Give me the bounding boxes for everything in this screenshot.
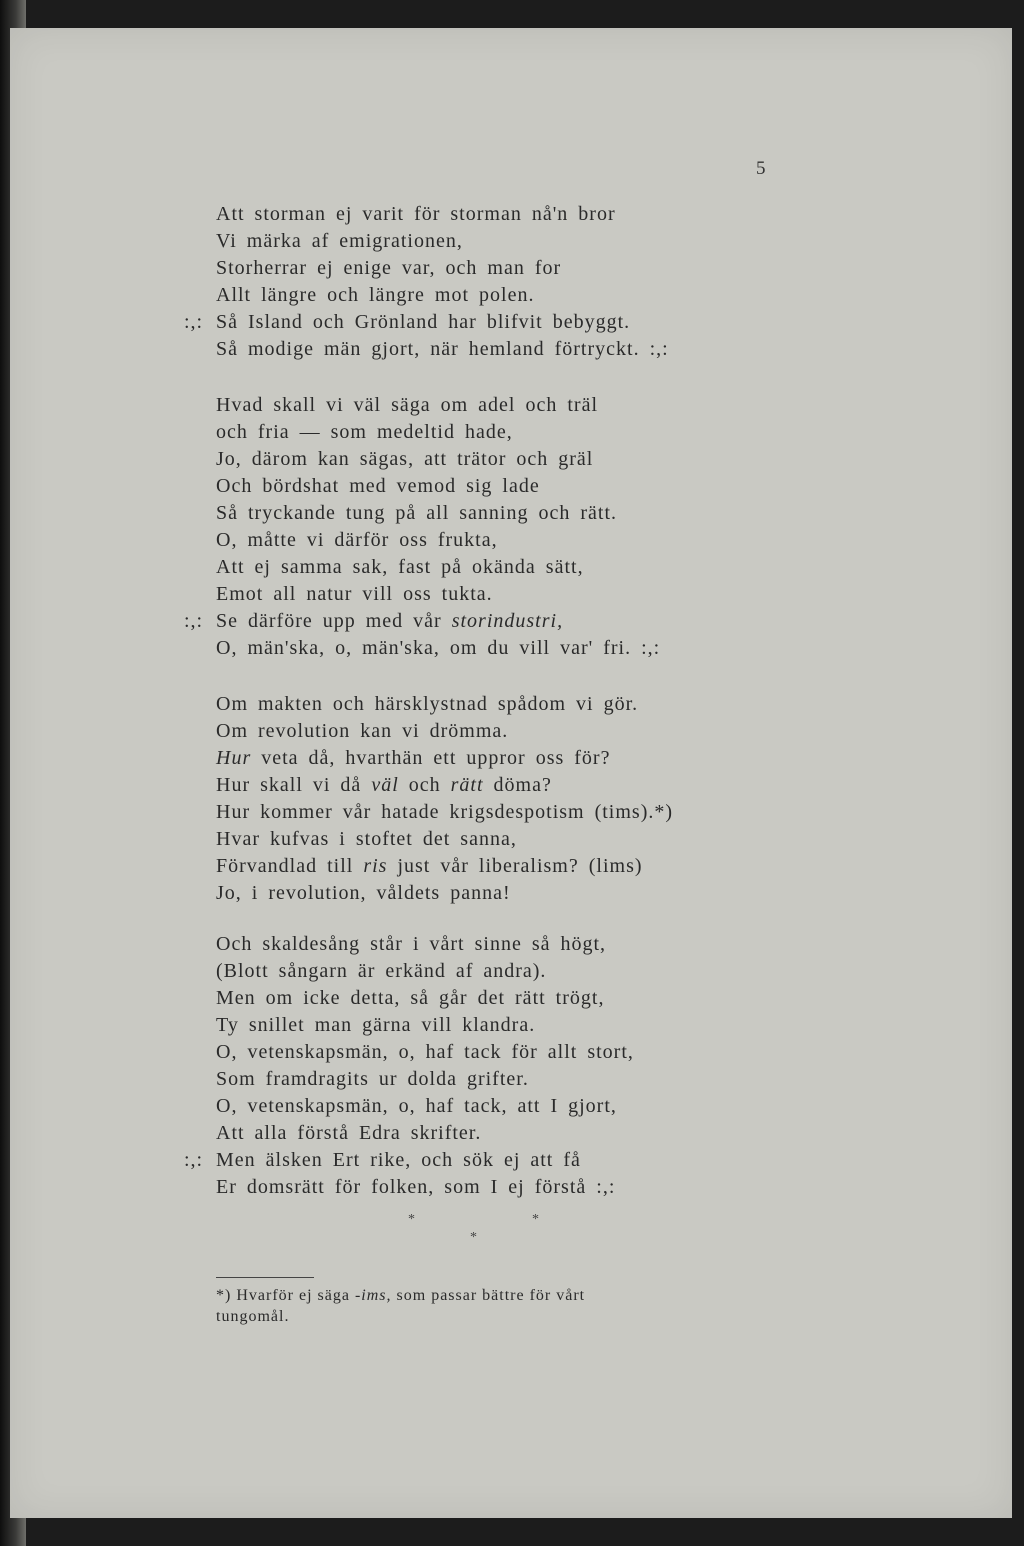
poem-line xyxy=(216,502,617,525)
line-text: Om makten och härsklystnad spådom vi gör. xyxy=(216,693,639,715)
poem-line xyxy=(216,933,606,956)
repeat-mark: :,: xyxy=(184,1149,204,1171)
poem-line xyxy=(216,203,616,226)
line-text: Storherrar ej enige var, och man for xyxy=(216,257,562,279)
separator-asterisk: * xyxy=(470,1230,477,1245)
line-text: Så tryckande tung på all sanning och rätt. xyxy=(216,502,618,524)
line-text: Så modige män gjort, när hemland förtryckt. xyxy=(216,338,640,360)
line-text: Emot all natur vill oss tukta. xyxy=(216,583,493,605)
emphasized-word: Hur xyxy=(216,747,252,769)
poem-line xyxy=(216,828,517,851)
poem-line xyxy=(216,960,546,983)
page-number: 5 xyxy=(756,158,766,179)
repeat-mark: :,: xyxy=(641,637,661,659)
line-text: Hvar kufvas i stoftet det sanna, xyxy=(216,828,517,850)
poem-line xyxy=(216,583,493,606)
line-text: Hur kommer vår hatade krigsdespotism (tims).*) xyxy=(216,801,674,823)
line-text: Men älsken Ert rike, och sök ej att få xyxy=(216,1149,581,1171)
line-text: Om revolution kan vi drömma. xyxy=(216,720,509,742)
poem-line xyxy=(216,693,638,716)
poem-line xyxy=(216,774,552,797)
emphasized-word: rätt xyxy=(450,774,484,796)
line-text: Ty snillet man gärna vill klandra. xyxy=(216,1014,536,1036)
line-text: Allt längre och längre mot polen. xyxy=(216,284,535,306)
separator-asterisk: * xyxy=(408,1212,415,1227)
line-text: (Blott sångarn är erkänd af andra). xyxy=(216,960,547,982)
poem-line xyxy=(216,720,508,743)
poem-line xyxy=(216,801,673,824)
poem-line xyxy=(216,529,498,552)
footnote-text-end: som passar bättre för vårt xyxy=(391,1287,586,1304)
line-text: Att storman ej varit för storman nå'n bror xyxy=(216,203,616,225)
poem-line xyxy=(216,230,463,253)
emphasized-word: väl xyxy=(371,774,399,796)
poem-line xyxy=(184,311,631,334)
poem-line xyxy=(216,1095,617,1118)
line-text: just vår liberalism? (lims) xyxy=(387,855,643,877)
separator-asterisk: * xyxy=(532,1212,539,1227)
line-text: Och skaldesång står i vårt sinne så högt, xyxy=(216,933,607,955)
line-text: och fria — som medeltid hade, xyxy=(216,421,513,443)
poem-line xyxy=(216,421,513,444)
line-text: O, vetenskapsmän, o, haf tack för allt stort, xyxy=(216,1041,634,1063)
line-text: Och bördshat med vemod sig lade xyxy=(216,475,540,497)
repeat-mark: :,: xyxy=(649,338,669,360)
footnote-emphasis: -ims, xyxy=(354,1287,392,1304)
poem-line xyxy=(216,882,511,905)
line-text: Att ej samma sak, fast på okända sätt, xyxy=(216,556,584,578)
line-text: Jo, därom kan sägas, att trätor och gräl xyxy=(216,448,594,470)
poem-line xyxy=(216,1068,529,1091)
line-text: Hvad skall vi väl säga om adel och träl xyxy=(216,394,599,416)
line-text: Som framdragits ur dolda grifter. xyxy=(216,1068,529,1090)
line-text: Att alla förstå Edra skrifter. xyxy=(216,1122,482,1144)
line-text: Så Island och Grönland har blifvit bebyggt. xyxy=(216,311,631,333)
line-text: Se därföre upp med vår xyxy=(216,610,452,632)
poem-line xyxy=(216,284,534,307)
poem-line xyxy=(216,747,610,770)
line-text: O, vetenskapsmän, o, haf tack, att I gjort, xyxy=(216,1095,617,1117)
poem-line xyxy=(216,338,669,361)
line-text: Hur skall vi då xyxy=(216,774,372,796)
poem-line xyxy=(216,448,593,471)
line-text: Er domsrätt för folken, som I ej förstå xyxy=(216,1176,587,1198)
line-text: och xyxy=(398,774,451,796)
repeat-mark: :,: xyxy=(596,1176,616,1198)
line-text: döma? xyxy=(483,774,552,796)
emphasized-word: ris xyxy=(363,855,388,877)
footnote-text: Hvarför ej säga xyxy=(231,1287,355,1304)
footnote xyxy=(216,1285,756,1327)
poem-line xyxy=(216,637,660,660)
line-text: Förvandlad till xyxy=(216,855,364,877)
repeat-mark: :,: xyxy=(184,610,204,632)
poem-line xyxy=(184,1149,581,1172)
poem-line xyxy=(216,1014,535,1037)
poem-line xyxy=(184,610,564,633)
poem-line xyxy=(216,1041,634,1064)
footnote-line2: tungomål. xyxy=(216,1308,290,1325)
line-text: O, män'ska, o, män'ska, om du vill var' fri. xyxy=(216,637,632,659)
emphasized-word: storindustri, xyxy=(451,610,564,632)
poem-line xyxy=(216,855,643,878)
line-text: Vi märka af emigrationen, xyxy=(216,230,463,252)
footnote-marker: *) xyxy=(216,1287,232,1304)
poem-line xyxy=(216,1122,481,1145)
poem-line xyxy=(216,1176,615,1199)
repeat-mark: :,: xyxy=(184,311,204,333)
poem-line xyxy=(216,475,540,498)
poem-line xyxy=(216,257,561,280)
line-text: Jo, i revolution, våldets panna! xyxy=(216,882,511,904)
footnote-rule xyxy=(216,1277,314,1278)
line-text: Men om icke detta, så går det rätt trögt, xyxy=(216,987,605,1009)
poem-line xyxy=(216,556,584,579)
poem-line xyxy=(216,987,604,1010)
line-text: O, måtte vi därför oss frukta, xyxy=(216,529,498,551)
line-text: veta då, hvarthän ett uppror oss för? xyxy=(251,747,611,769)
poem-line xyxy=(216,394,598,417)
